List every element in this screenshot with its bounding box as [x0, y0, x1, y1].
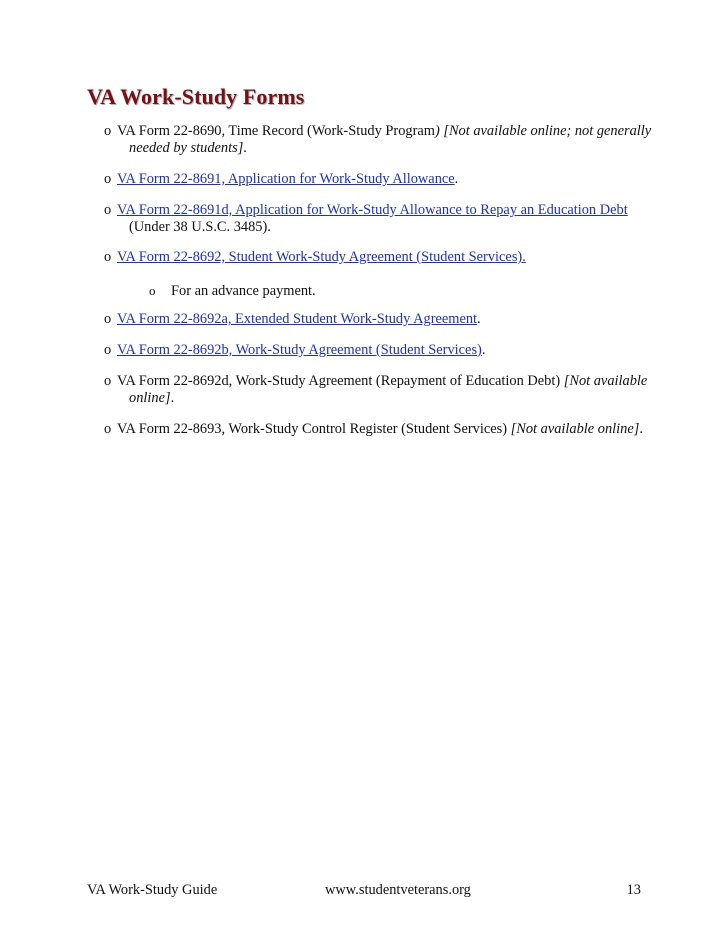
bullet-icon: o: [104, 421, 112, 437]
item-text: (Under 38 U.S.C. 3485).: [129, 219, 271, 235]
item-text: VA Form 22-8690, Time Record (Work-Study Program: [117, 123, 435, 139]
list-item-8691: [104, 171, 664, 188]
list-item-8692d: [104, 373, 664, 407]
bullet-icon: o: [104, 123, 112, 139]
link-form-8692[interactable]: VA Form 22-8692, Student Work-Study Agreement (Student Services).: [117, 249, 526, 265]
sub-list-item: [149, 282, 449, 300]
bullet-icon: o: [104, 311, 112, 327]
item-note: [Not available online]: [129, 373, 648, 406]
footer-guide-title: VA Work-Study Guide: [87, 882, 218, 898]
bullet-icon: o: [104, 249, 112, 265]
item-note: [Not available online]: [510, 421, 640, 437]
list-item-8692: [104, 249, 664, 266]
bullet-icon: o: [104, 202, 112, 218]
link-form-8692a[interactable]: VA Form 22-8692a, Extended Student Work-Study Agreement: [117, 311, 478, 327]
bullet-icon: o: [149, 283, 156, 298]
footer-website: www.studentveterans.org: [325, 882, 471, 898]
list-item-8691d: [104, 202, 664, 236]
item-paren: ): [434, 123, 440, 139]
item-text: VA Form 22-8692d, Work-Study Agreement (Repayment of Education Debt): [117, 373, 564, 389]
list-item-8692a: [104, 311, 664, 328]
link-form-8691d[interactable]: VA Form 22-8691d, Application for Work-Study Allowance to Repay an Education Debt: [117, 202, 628, 218]
bullet-icon: o: [104, 373, 112, 389]
bullet-icon: o: [104, 171, 112, 187]
item-text: VA Form 22-8693, Work-Study Control Register (Student Services): [117, 421, 511, 437]
list-item-8690: [104, 123, 664, 157]
item-punct: .: [454, 171, 459, 187]
list-item-8692b: [104, 342, 664, 359]
bullet-icon: o: [104, 342, 112, 358]
list-item-8693: [104, 421, 664, 438]
item-punct: .: [481, 342, 486, 358]
sub-item-text: For an advance payment.: [171, 283, 316, 299]
page-footer: [87, 882, 641, 902]
item-note: [Not available online; not generally needed by students]: [129, 123, 652, 156]
page-title: VA Work-Study Forms: [87, 84, 305, 109]
item-punct: .: [170, 390, 175, 406]
page-number: 13: [626, 882, 641, 898]
item-punct: .: [639, 421, 643, 437]
link-form-8691[interactable]: VA Form 22-8691, Application for Work-Study Allowance: [117, 171, 455, 187]
item-punct: .: [477, 311, 481, 327]
item-punct: .: [243, 140, 247, 156]
link-form-8692b[interactable]: VA Form 22-8692b, Work-Study Agreement (Student Services): [117, 342, 482, 358]
